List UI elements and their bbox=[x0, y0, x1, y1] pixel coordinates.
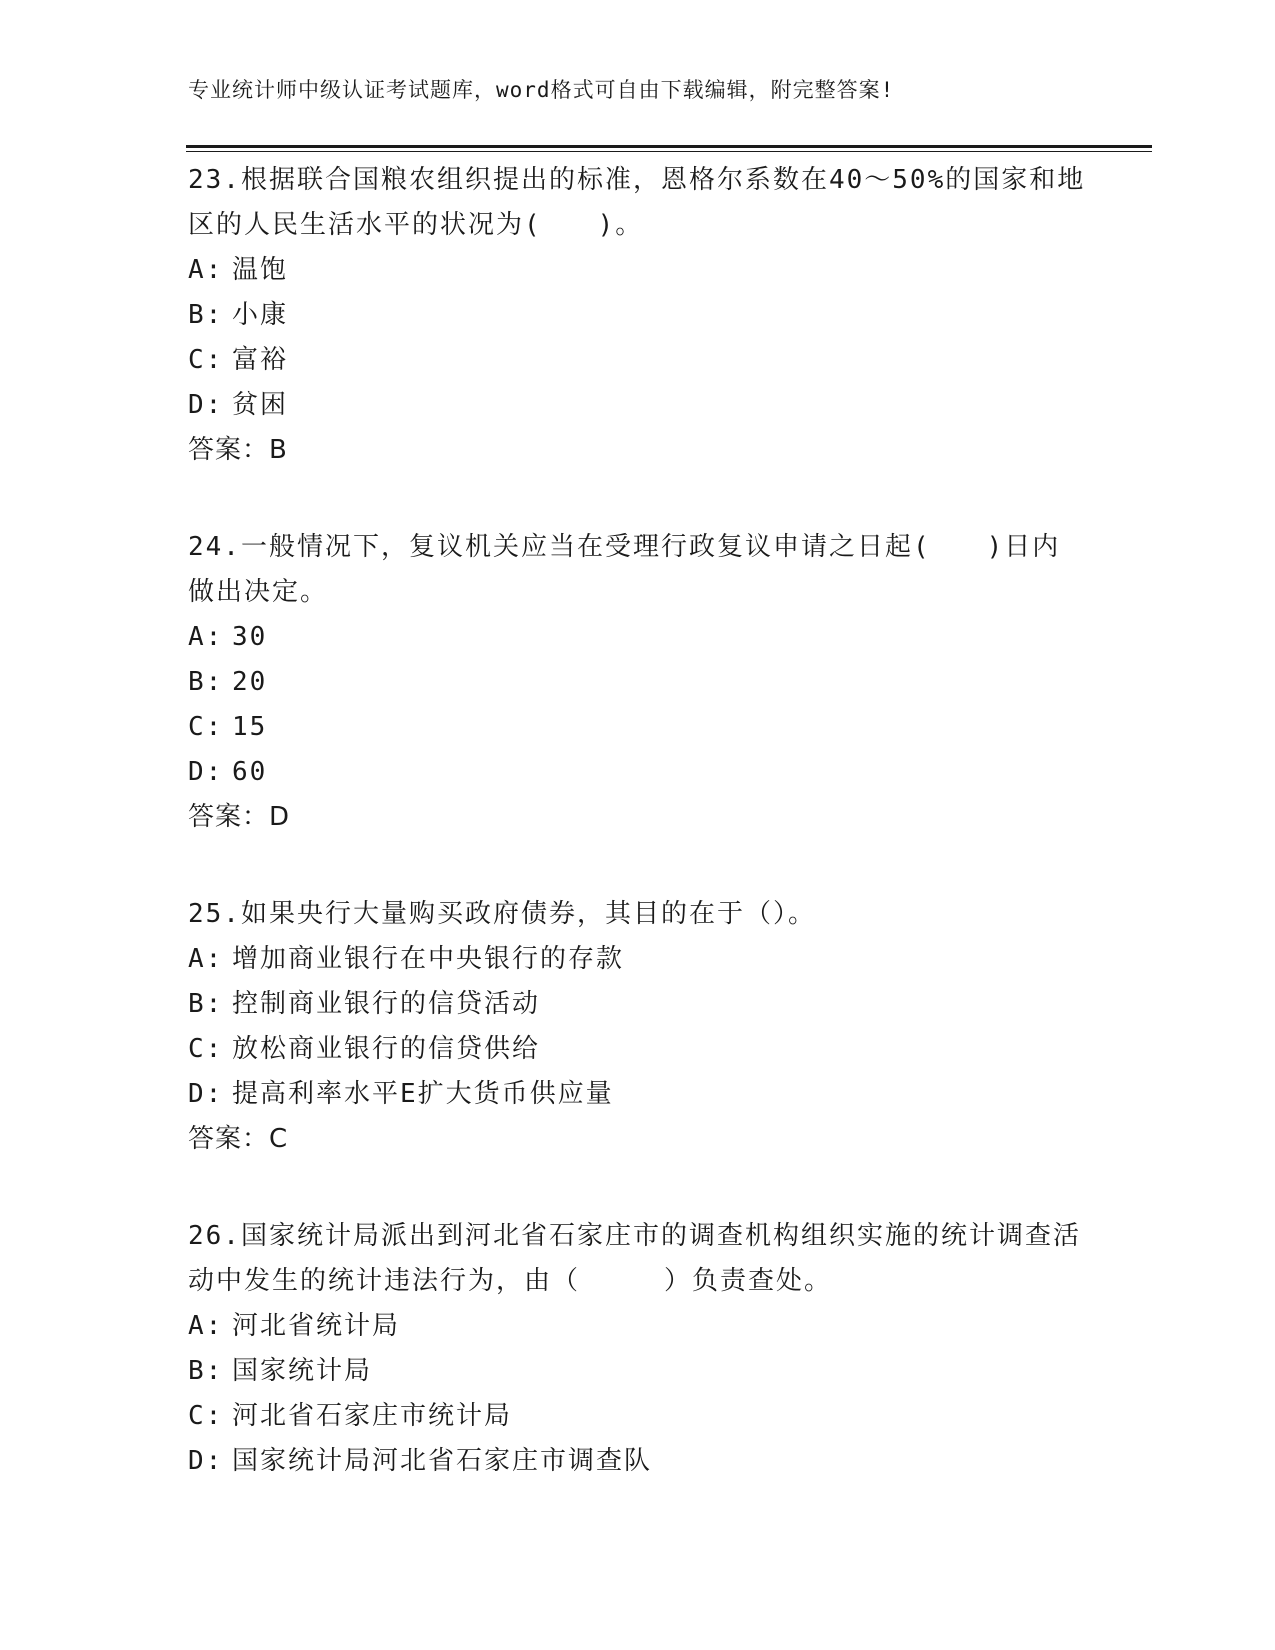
option-text: 贫困 bbox=[232, 390, 289, 420]
question-stem: 26.国家统计局派出到河北省石家庄市的调查机构组织实施的统计调查活动中发生的统计违法行为，由（ ）负责查处。 bbox=[188, 1221, 1081, 1296]
option-text: 放松商业银行的信贷供给 bbox=[232, 1034, 541, 1064]
option-text: 30 bbox=[232, 622, 268, 652]
option-text: 河北省统计局 bbox=[232, 1311, 401, 1341]
option-text: 小康 bbox=[232, 300, 289, 330]
option-a bbox=[188, 937, 1088, 982]
option-b bbox=[188, 1349, 1088, 1394]
option-label: A: bbox=[188, 944, 224, 974]
option-b bbox=[188, 293, 1088, 338]
option-label: C: bbox=[188, 712, 224, 742]
option-label: D: bbox=[188, 1079, 224, 1109]
question-stem: 24.一般情况下，复议机关应当在受理行政复议申请之日起( )日内做出决定。 bbox=[188, 532, 1061, 607]
option-label: D: bbox=[188, 1446, 224, 1476]
option-d bbox=[188, 1439, 1088, 1484]
option-d bbox=[188, 750, 1088, 795]
option-text: 20 bbox=[232, 667, 268, 697]
answer: 答案：C bbox=[188, 1124, 289, 1154]
question-list bbox=[188, 158, 1088, 1536]
option-text: 15 bbox=[232, 712, 268, 742]
option-b bbox=[188, 982, 1088, 1027]
option-d bbox=[188, 383, 1088, 428]
question-23 bbox=[188, 158, 1088, 473]
option-a bbox=[188, 1304, 1088, 1349]
option-text: 国家统计局河北省石家庄市调查队 bbox=[232, 1446, 653, 1476]
question-stem: 25.如果央行大量购买政府债券，其目的在于（）。 bbox=[188, 899, 816, 929]
option-label: D: bbox=[188, 390, 224, 420]
option-c bbox=[188, 705, 1088, 750]
option-c bbox=[188, 1027, 1088, 1072]
option-label: B: bbox=[188, 667, 224, 697]
question-stem: 23.根据联合国粮农组织提出的标准，恩格尔系数在40～50%的国家和地区的人民生活水平的状况为( )。 bbox=[188, 165, 1086, 240]
option-label: A: bbox=[188, 1311, 224, 1341]
option-c bbox=[188, 1394, 1088, 1439]
option-text: 富裕 bbox=[232, 345, 289, 375]
option-label: B: bbox=[188, 989, 224, 1019]
option-text: 温饱 bbox=[232, 255, 289, 285]
option-text: 控制商业银行的信贷活动 bbox=[232, 989, 541, 1019]
option-a bbox=[188, 615, 1088, 660]
option-label: C: bbox=[188, 1034, 224, 1064]
option-label: C: bbox=[188, 1401, 224, 1431]
option-label: A: bbox=[188, 622, 224, 652]
option-label: C: bbox=[188, 345, 224, 375]
page-header: 专业统计师中级认证考试题库，word格式可自由下载编辑，附完整答案! bbox=[188, 78, 895, 102]
option-text: 60 bbox=[232, 757, 268, 787]
answer: 答案：D bbox=[188, 802, 291, 832]
option-text: 提高利率水平E扩大货币供应量 bbox=[232, 1079, 614, 1109]
header-rule-thin bbox=[186, 151, 1152, 152]
option-c bbox=[188, 338, 1088, 383]
option-d bbox=[188, 1072, 1088, 1117]
option-label: A: bbox=[188, 255, 224, 285]
question-24 bbox=[188, 525, 1088, 840]
option-label: D: bbox=[188, 757, 224, 787]
option-label: B: bbox=[188, 1356, 224, 1386]
question-25 bbox=[188, 892, 1088, 1162]
question-26 bbox=[188, 1214, 1088, 1484]
option-text: 增加商业银行在中央银行的存款 bbox=[232, 944, 625, 974]
option-text: 国家统计局 bbox=[232, 1356, 373, 1386]
option-text: 河北省石家庄市统计局 bbox=[232, 1401, 513, 1431]
answer: 答案：B bbox=[188, 435, 288, 465]
option-label: B: bbox=[188, 300, 224, 330]
option-b bbox=[188, 660, 1088, 705]
option-a bbox=[188, 248, 1088, 293]
header-rule-thick bbox=[186, 145, 1152, 148]
